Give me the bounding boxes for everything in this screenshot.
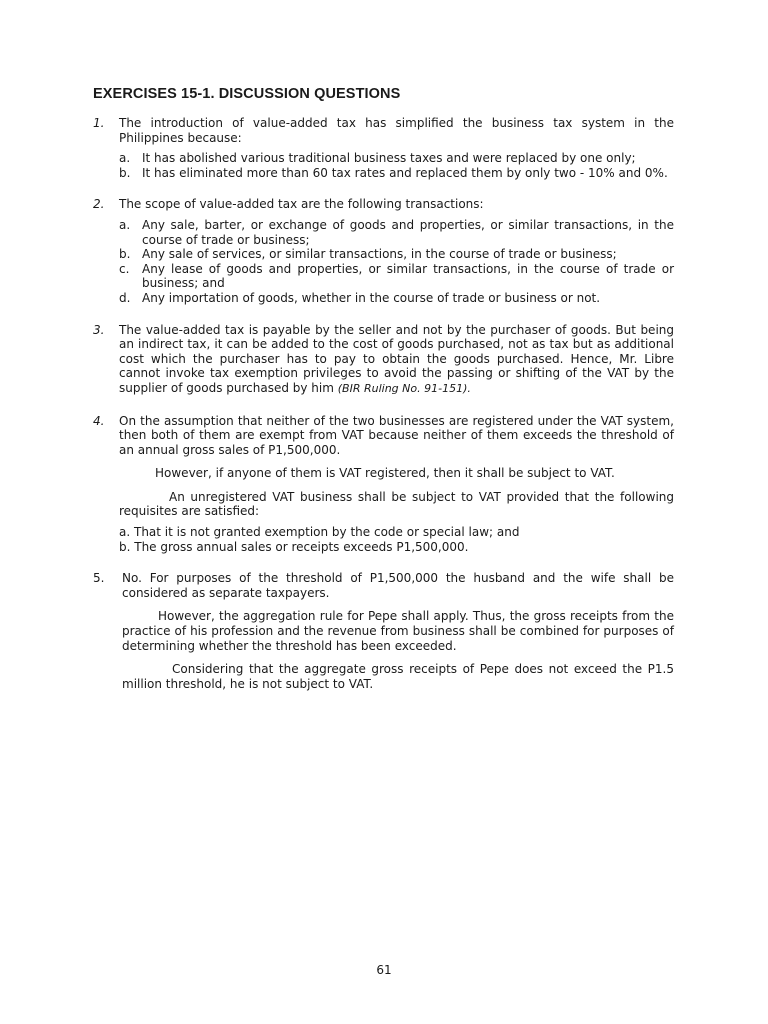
page-title: EXERCISES 15-1. DISCUSSION QUESTIONS — [93, 86, 401, 102]
answer-list — [119, 151, 674, 180]
list-item-text: Any lease of goods and properties, or similar transactions, in the course of trade or business; and — [142, 261, 674, 291]
answer-list — [119, 218, 674, 306]
list-item — [119, 247, 674, 262]
page-number: 61 — [376, 963, 392, 977]
document-body — [93, 116, 674, 702]
question-text: No. For purposes of the threshold of P1,500,000 the husband and the wife shall be considered as separate taxpayers. — [122, 571, 674, 600]
list-item-text: Any sale, barter, or exchange of goods and properties, or similar transactions, in the course of trade or business; — [142, 217, 674, 247]
list-item-letter: a. — [119, 151, 131, 166]
list-item — [119, 166, 674, 181]
question-4 — [93, 414, 674, 555]
paragraph: However, the aggregation rule for Pepe shall apply. Thus, the gross receipts from the practice of his profession and the revenue from business shall be combined for purposes of determining whether the threshold has been exceeded. — [122, 609, 674, 653]
list-item-letter: a. — [119, 217, 131, 232]
question-number: 3. — [93, 322, 105, 337]
list-item-letter: b. — [119, 247, 131, 262]
list-item-text: Any sale of services, or similar transactions, in the course of trade or business; — [142, 247, 617, 262]
paragraph: An unregistered VAT business shall be subject to VAT provided that the following requisites are satisfied: — [119, 489, 674, 519]
question-number: 1. — [93, 116, 105, 130]
question-number: 4. — [93, 413, 105, 428]
paragraph: Considering that the aggregate gross receipts of Pepe does not exceed the P1.5 million threshold, he is not subject to VAT. — [122, 662, 674, 691]
list-item-text: Any importation of goods, whether in the course of trade or business or not. — [142, 290, 601, 305]
question-number: 5. — [93, 571, 105, 586]
question-text: The introduction of value-added tax has simplified the business tax system in the Philippines because: — [119, 116, 674, 145]
question-text-body: The value-added tax is payable by the seller and not by the purchaser of goods. But being an indirect tax, it can be added to the cost of goods purchased, not as tax but as additional cost which the purchaser has to pay to obtain the goods purchased. Hence, Mr. Libre cannot invoke tax exemption privileges to avoid the passing or shifting of the VAT by the supplier of goods purchased by him — [119, 322, 674, 395]
paragraph: However, if anyone of them is VAT registered, then it shall be subject to VAT. — [155, 466, 615, 481]
question-2 — [93, 197, 674, 305]
question-text — [119, 323, 674, 397]
requisites-list — [119, 525, 674, 554]
list-item — [119, 218, 674, 247]
question-text: The scope of value-added tax are the following transactions: — [119, 197, 484, 212]
ruling-citation: (BIR Ruling No. 91-151). — [337, 381, 471, 395]
question-3 — [93, 323, 674, 397]
list-item-letter: c. — [119, 261, 130, 276]
question-1 — [93, 116, 674, 180]
list-item — [119, 262, 674, 291]
list-item: b. The gross annual sales or receipts exceeds P1,500,000. — [119, 539, 469, 554]
list-item — [119, 291, 674, 306]
list-item-letter: b. — [119, 165, 131, 180]
list-item: a. That it is not granted exemption by the code or special law; and — [119, 525, 520, 540]
list-item — [119, 151, 674, 166]
question-5 — [93, 571, 674, 691]
list-item-letter: d. — [119, 290, 131, 305]
question-number: 2. — [93, 197, 105, 212]
list-item-text: It has abolished various traditional business taxes and were replaced by one only; — [142, 151, 636, 166]
question-text: On the assumption that neither of the two businesses are registered under the VAT system, then both of them are exempt from VAT because neither of them exceeds the threshold of an annual gross sales of P1,500,000. — [119, 413, 674, 457]
list-item-text: It has eliminated more than 60 tax rates and replaced them by only two - 10% and 0%. — [142, 165, 668, 180]
